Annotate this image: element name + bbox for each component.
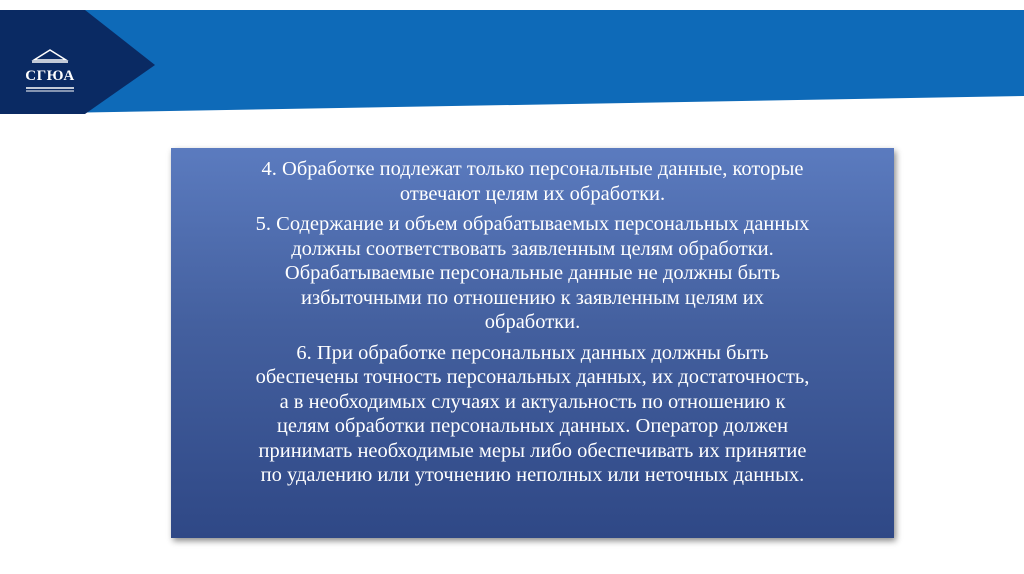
paragraph-6: 6. При обработке персональных данных должны быть обеспечены точность персональных данных, их достаточность, а в необходимых случаях и актуальность по отношению к целям обработки персональных данных. Оператор должен принимать необходимые меры либо обеспечивать их принятие по удалению или уточнению неполных или неточных данных. [255,341,810,486]
sgua-logo [20,48,80,96]
blue-stripe [0,10,1024,114]
paragraph-5: 5. Содержание и объем обрабатываемых персональных данных должны соответствовать заявленным целям обработки. Обрабатываемые персональные данные не должны быть избыточными по отношению к заявленным целям их обработки. [255,213,810,333]
header-band [0,10,1024,114]
content-box [171,148,894,538]
paragraph-4: 4. Обработке подлежат только персональные данные, которые отвечают целям их обработки. [261,158,804,205]
header-band-shape [0,10,1024,114]
logo-text: СГЮА [25,68,75,84]
